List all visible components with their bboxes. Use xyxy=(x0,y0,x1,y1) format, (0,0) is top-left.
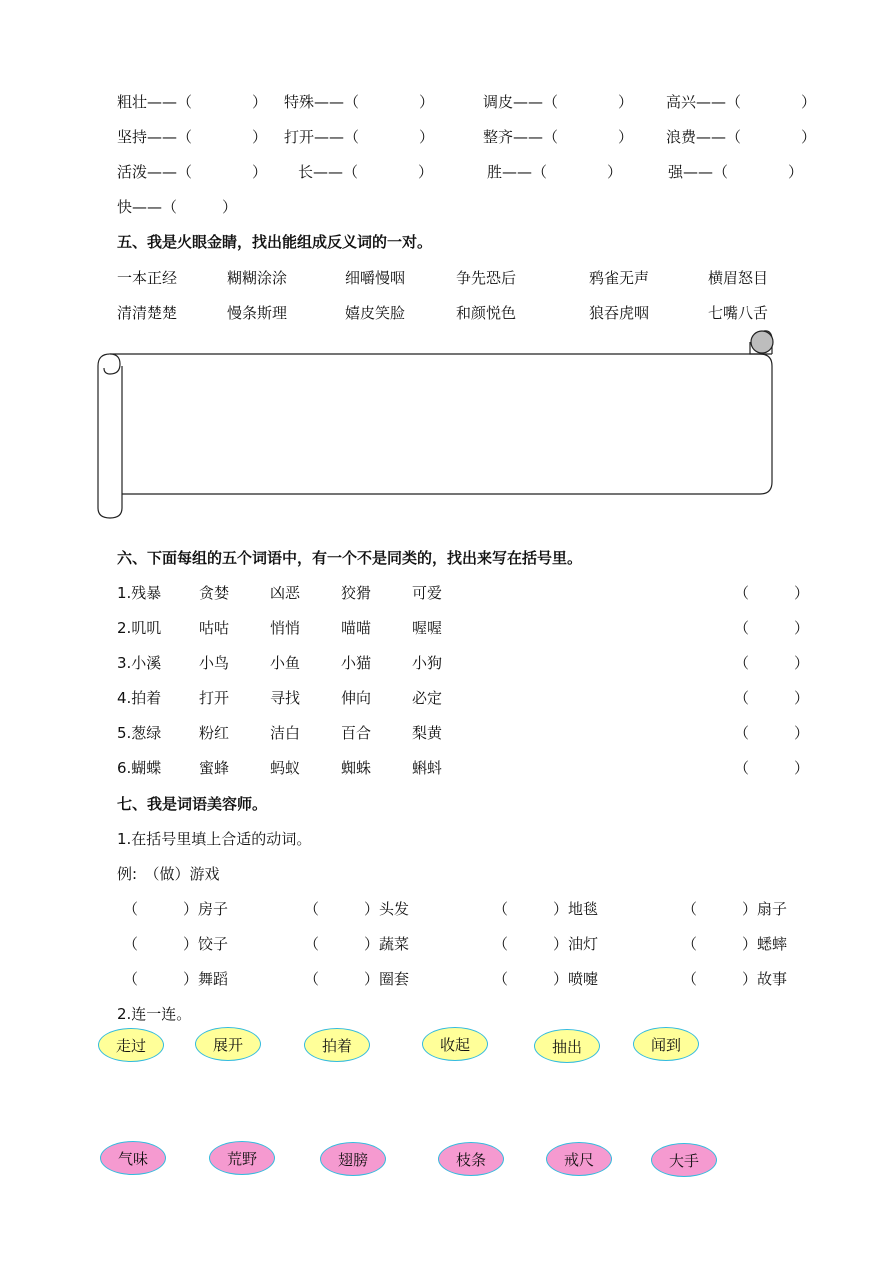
answer-bracket[interactable]: （ ） xyxy=(734,619,810,637)
word: 蝌蚪 xyxy=(412,759,443,777)
antonym-item: 特殊——（ ） xyxy=(284,93,435,111)
word: 梨黄 xyxy=(412,724,443,742)
idiom: 一本正经 xyxy=(117,269,178,287)
match-verb[interactable]: 展开 xyxy=(195,1027,261,1061)
word: 百合 xyxy=(341,724,372,742)
idiom: 嬉皮笑脸 xyxy=(345,304,406,322)
match-noun[interactable]: 枝条 xyxy=(438,1142,504,1176)
word: 2.叽叽 xyxy=(117,619,162,637)
word: 寻找 xyxy=(270,689,301,707)
section7-title: 七、我是词语美容师。 xyxy=(117,795,268,813)
word: 小鸟 xyxy=(199,654,230,672)
antonym-item: 活泼——（ ） xyxy=(117,163,268,181)
verb-blank[interactable]: （ ）舞蹈 xyxy=(123,970,229,988)
word: 狡猾 xyxy=(341,584,372,602)
answer-bracket[interactable]: （ ） xyxy=(734,724,810,742)
antonym-item: 高兴——（ ） xyxy=(666,93,817,111)
verb-blank[interactable]: （ ）房子 xyxy=(123,900,229,918)
match-verb[interactable]: 抽出 xyxy=(534,1029,600,1063)
idiom: 细嚼慢咽 xyxy=(345,269,406,287)
word: 必定 xyxy=(412,689,443,707)
match-verb[interactable]: 收起 xyxy=(422,1027,488,1061)
verb-blank[interactable]: （ ）圈套 xyxy=(304,970,410,988)
word: 3.小溪 xyxy=(117,654,162,672)
idiom: 横眉怒目 xyxy=(708,269,769,287)
word: 蜘蛛 xyxy=(341,759,372,777)
word: 1.残暴 xyxy=(117,584,162,602)
answer-bracket[interactable]: （ ） xyxy=(734,689,810,707)
antonym-item: 整齐——（ ） xyxy=(483,128,634,146)
word: 小狗 xyxy=(412,654,443,672)
antonym-item: 强——（ ） xyxy=(668,163,804,181)
answer-scroll-box[interactable] xyxy=(96,330,778,522)
word: 悄悄 xyxy=(270,619,301,637)
antonym-item: 快——（ ） xyxy=(117,198,238,216)
match-noun[interactable]: 戒尺 xyxy=(546,1142,612,1176)
answer-bracket[interactable]: （ ） xyxy=(734,759,810,777)
word: 喔喔 xyxy=(412,619,443,637)
idiom: 争先恐后 xyxy=(456,269,517,287)
idiom: 慢条斯理 xyxy=(227,304,288,322)
antonym-item: 长——（ ） xyxy=(298,163,434,181)
word: 蜜蜂 xyxy=(199,759,230,777)
idiom: 七嘴八舌 xyxy=(708,304,769,322)
answer-bracket[interactable]: （ ） xyxy=(734,584,810,602)
verb-blank[interactable]: （ ）油灯 xyxy=(493,935,599,953)
idiom: 狼吞虎咽 xyxy=(589,304,650,322)
verb-blank[interactable]: （ ）扇子 xyxy=(682,900,788,918)
match-verb[interactable]: 拍着 xyxy=(304,1028,370,1062)
word: 4.拍着 xyxy=(117,689,162,707)
antonym-item: 坚持——（ ） xyxy=(117,128,268,146)
match-noun[interactable]: 气味 xyxy=(100,1141,166,1175)
verb-blank[interactable]: （ ）地毯 xyxy=(493,900,599,918)
idiom: 糊糊涂涂 xyxy=(227,269,288,287)
word: 可爱 xyxy=(412,584,443,602)
antonym-item: 粗壮——（ ） xyxy=(117,93,268,111)
verb-blank[interactable]: （ ）饺子 xyxy=(123,935,229,953)
answer-bracket[interactable]: （ ） xyxy=(734,654,810,672)
example-line: 例: （做）游戏 xyxy=(117,865,220,883)
antonym-item: 胜——（ ） xyxy=(487,163,623,181)
word: 粉红 xyxy=(199,724,230,742)
verb-blank[interactable]: （ ）喷嚏 xyxy=(493,970,599,988)
match-noun[interactable]: 荒野 xyxy=(209,1141,275,1175)
word: 小鱼 xyxy=(270,654,301,672)
idiom: 清清楚楚 xyxy=(117,304,178,322)
word: 打开 xyxy=(199,689,230,707)
match-verb[interactable]: 闻到 xyxy=(633,1027,699,1061)
word: 蚂蚁 xyxy=(270,759,301,777)
section7-sub1: 1.在括号里填上合适的动词。 xyxy=(117,830,312,848)
antonym-item: 打开——（ ） xyxy=(284,128,435,146)
word: 贪婪 xyxy=(199,584,230,602)
idiom: 和颜悦色 xyxy=(456,304,517,322)
section6-title: 六、下面每组的五个词语中，有一个不是同类的，找出来写在括号里。 xyxy=(117,549,583,567)
word: 喵喵 xyxy=(341,619,372,637)
antonym-item: 浪费——（ ） xyxy=(666,128,817,146)
match-noun[interactable]: 大手 xyxy=(651,1143,717,1177)
verb-blank[interactable]: （ ）头发 xyxy=(304,900,410,918)
verb-blank[interactable]: （ ）故事 xyxy=(682,970,788,988)
word: 凶恶 xyxy=(270,584,301,602)
match-verb[interactable]: 走过 xyxy=(98,1028,164,1062)
section7-sub2: 2.连一连。 xyxy=(117,1005,192,1023)
word: 6.蝴蝶 xyxy=(117,759,162,777)
word: 洁白 xyxy=(270,724,301,742)
antonym-item: 调皮——（ ） xyxy=(483,93,634,111)
word: 伸向 xyxy=(341,689,372,707)
match-noun[interactable]: 翅膀 xyxy=(320,1142,386,1176)
verb-blank[interactable]: （ ）蟋蟀 xyxy=(682,935,788,953)
section5-title: 五、我是火眼金睛，找出能组成反义词的一对。 xyxy=(117,233,433,251)
verb-blank[interactable]: （ ）蔬菜 xyxy=(304,935,410,953)
idiom: 鸦雀无声 xyxy=(589,269,650,287)
word: 咕咕 xyxy=(199,619,230,637)
word: 5.葱绿 xyxy=(117,724,162,742)
word: 小猫 xyxy=(341,654,372,672)
